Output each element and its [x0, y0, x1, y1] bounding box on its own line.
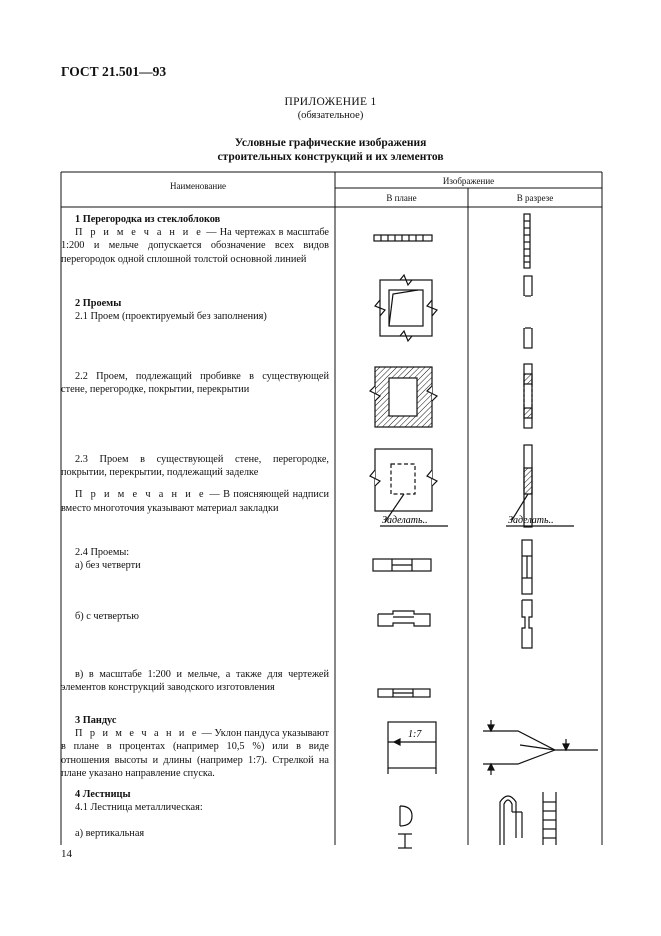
fill-section-label: Заделать..	[508, 515, 554, 526]
header-section: В разрезе	[516, 193, 554, 203]
opening-no-quarter-plan-symbol	[373, 559, 431, 571]
header-name: Наименование	[169, 181, 227, 191]
row-4-1-text: 4.1 Лестница металлическая:	[75, 802, 203, 814]
header-image: Изображение	[442, 176, 495, 186]
row-2-3-text: 2.3 Проем в существующей стене, перегородке, покрытии, перекрытии, подлежащий заделке П р и м е ч а н и е — В поясняющей надписи вместо многоточия указывают материал закладки	[61, 454, 329, 514]
row-4-title: 4 Лестницы	[75, 789, 131, 800]
row-2-4b-text: б) с четвертью	[75, 611, 139, 622]
fill-plan-label: Заделать..	[382, 515, 428, 526]
page-number: 14	[61, 848, 72, 860]
row-3-title: 3 Пандус	[75, 715, 117, 726]
row-2-4a-text: а) без четверти	[75, 560, 141, 572]
row-1-title: 1 Перегородка из стеклоблоков	[75, 214, 221, 225]
row-2-4-text: 2.4 Проемы: а) без четверти	[61, 546, 329, 572]
row-2-title: 2 Проемы	[75, 298, 122, 309]
punch-opening-section-symbol	[524, 364, 532, 428]
row-4-1a-text: а) вертикальная	[75, 828, 145, 840]
header-plan: В плане	[386, 193, 417, 203]
row-2-1-text: 2.1 Проем (проектируемый без заполнения)	[75, 311, 267, 323]
row-2-3-note: П р и м е ч а н и е — В поясняющей надписи вместо многоточия указывают материал закладки	[61, 489, 329, 514]
opening-section-symbol	[524, 276, 532, 348]
document-title-line1: Условные графические изображения	[234, 137, 427, 149]
glass-block-section-symbol	[524, 214, 530, 268]
ramp-slope-label: 1:7	[408, 729, 422, 740]
ramp-section-symbol	[483, 720, 598, 775]
opening-plan-symbol	[375, 275, 437, 341]
row-3-note: П р и м е ч а н и е — Уклон пандуса указывают в плане в процентах (например 10,5 %) или в виде отношения высоты и длины (например 1:7). Стрелкой на плане указано направление спуска.	[61, 728, 329, 779]
annex-title: ПРИЛОЖЕНИЕ 1	[284, 96, 377, 108]
row-1-note: П р и м е ч а н и е — На чертежах в масштабе 1:200 и мельче допускается обозначение всех видов перегородок одной сплошной толстой основной линией	[61, 227, 329, 265]
standard-number: ГОСТ 21.501—93	[61, 64, 167, 79]
document-title-line2: строительных конструкций и их элементов	[217, 151, 444, 163]
opening-no-quarter-section-symbol	[522, 540, 532, 594]
punch-opening-plan-symbol	[370, 367, 437, 427]
row-2-4c-text: в) в масштабе 1:200 и мельче, а также для чертежей элементов конструкций заводского изготовления	[61, 669, 329, 694]
vertical-ladder-plan-symbol	[398, 806, 412, 848]
opening-quarter-plan-symbol	[378, 611, 430, 626]
glass-block-plan-symbol	[374, 235, 432, 241]
opening-quarter-section-symbol	[522, 600, 532, 648]
annex-subtitle: (обязательное)	[297, 110, 364, 121]
vertical-ladder-section-symbol	[500, 792, 556, 845]
row-2-2-text: 2.2 Проем, подлежащий пробивке в существующей стене, перегородке, покрытии, перекрытии	[61, 371, 329, 396]
opening-small-scale-plan-symbol	[378, 689, 430, 697]
